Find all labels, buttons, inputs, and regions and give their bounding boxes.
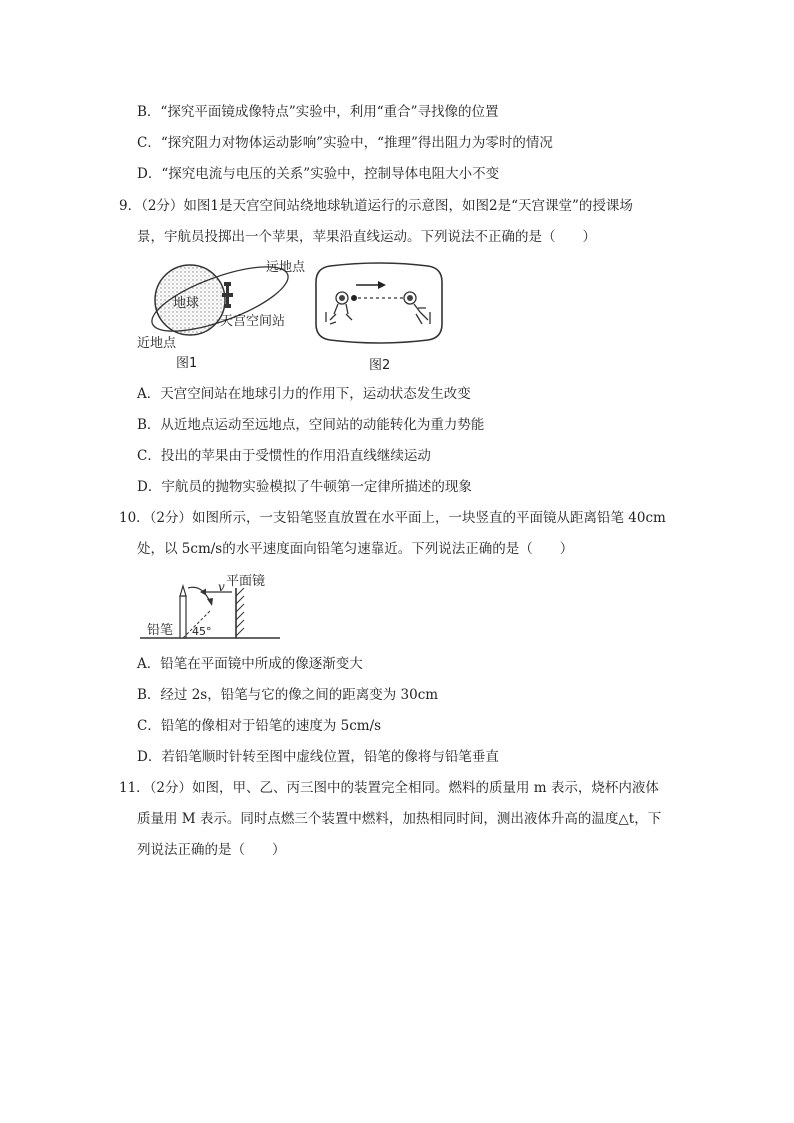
rotation-arc — [188, 587, 210, 602]
q9-stem-line1: 9．（2分）如图1是天宫空间站绕地球轨道运行的示意图，如图2是“天宫课堂”的授课场 — [119, 198, 633, 214]
q8-option-b: B．“探究平面镜成像特点”实验中，利用“重合”寻找像的位置 — [137, 104, 499, 120]
q9-option-a: A．天宫空间站在地球引力的作用下，运动状态发生改变 — [137, 386, 471, 402]
q11-stem-line1: 11．（2分）如图，甲、乙、丙三图中的装置完全相同。燃料的质量用 m 表示，烧杯内液体 — [119, 780, 659, 796]
perigee-label: 近地点 — [137, 336, 177, 351]
angle-label: 45° — [192, 625, 212, 638]
cabin-outline — [316, 263, 442, 343]
q9-option-b: B．从近地点运动至远地点，空间站的动能转化为重力势能 — [137, 417, 485, 433]
pencil-icon — [180, 586, 186, 638]
earth-label: 地球 — [173, 296, 200, 311]
astronaut-left-icon — [326, 292, 352, 324]
rotation-arrow-head — [207, 598, 213, 606]
q9-stem-line2: 景，宇航员投掷出一个苹果，苹果沿直线运动。下列说法不正确的是（ ） — [137, 229, 596, 245]
mirror-label: 平面镜 — [226, 574, 266, 589]
q11-stem-line2: 质量用 M 表示。同时点燃三个装置中燃料，加热相同时间，测出液体升高的温度△t，下 — [137, 811, 662, 827]
apple-icon — [351, 295, 357, 301]
q10-option-d: D．若铅笔顺时针转至图中虚线位置，铅笔的像将与铅笔垂直 — [137, 749, 499, 765]
astronaut-right-icon — [404, 292, 430, 324]
q8-option-c: C．“探究阻力对物体运动影响”实验中，“推理”得出阻力为零时的情况 — [137, 135, 553, 151]
q8-option-d: D．“探究电流与电压的关系”实验中，控制导体电阻大小不变 — [137, 166, 500, 182]
station-label: 天宫空间站 — [220, 314, 286, 329]
q10-option-a: A．铅笔在平面镜中所成的像逐渐变大 — [137, 656, 363, 672]
motion-arrow-head — [378, 281, 386, 289]
q9-figure-2 — [312, 262, 446, 372]
mirror-hatching — [236, 588, 244, 636]
classroom-scene — [312, 262, 446, 344]
q10-option-c: C．铅笔的像相对于铅笔的速度为 5cm/s — [137, 718, 382, 734]
figure-1-caption: 图1 — [176, 356, 198, 371]
q9-figure-1 — [137, 255, 320, 371]
figure-2-caption: 图2 — [369, 358, 391, 373]
q11-stem-line3: 列说法正确的是（ ） — [137, 842, 286, 858]
apogee-label: 远地点 — [266, 260, 306, 275]
q10-stem-line1: 10．（2分）如图所示，一支铅笔竖直放置在水平面上，一块竖直的平面镜从距离铅笔 40cm — [119, 510, 666, 526]
pencil-label: 铅笔 — [147, 623, 174, 638]
q10-figure — [140, 568, 285, 643]
q10-stem-line2: 处，以 5cm/s的水平速度面向铅笔匀速靠近。下列说法正确的是（ ） — [137, 541, 574, 557]
q9-option-c: C．投出的苹果由于受惯性的作用沿直线继续运动 — [137, 448, 431, 464]
velocity-label: v — [218, 580, 225, 594]
q9-option-d: D．宇航员的抛物实验模拟了牛顿第一定律所描述的现象 — [137, 479, 472, 495]
q10-option-b: B．经过 2s，铅笔与它的像之间的距离变为 30cm — [137, 687, 439, 703]
